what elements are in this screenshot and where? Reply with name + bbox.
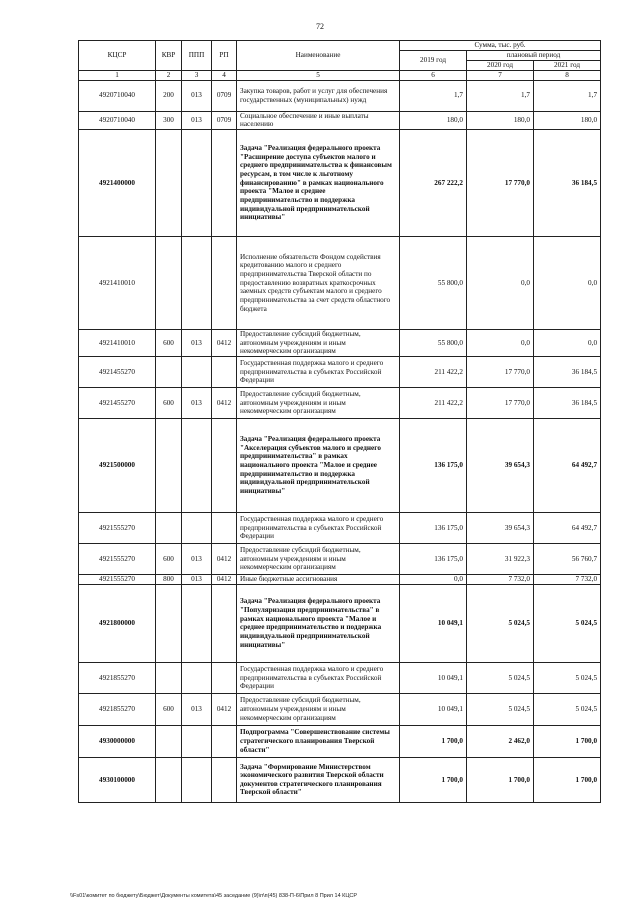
amount-2019-cell: 136 175,0 [400, 543, 467, 574]
kvr-cell [156, 129, 182, 236]
header-2021: 2021 год [534, 61, 601, 71]
amount-2019-cell: 180,0 [400, 111, 467, 129]
header-kcsr: КЦСР [79, 41, 156, 71]
kvr-cell [156, 418, 182, 512]
amount-2019-cell: 211 422,2 [400, 356, 467, 387]
header-2020: 2020 год [467, 61, 534, 71]
amount-2021-cell: 36 184,5 [534, 387, 601, 418]
header-planned-period: плановый период [467, 51, 601, 61]
name-cell: Предоставление субсидий бюджетным, автономным учреждениям и иным некоммерческим организациям [237, 329, 400, 356]
name-cell: Социальное обеспечение и иные выплаты населению [237, 111, 400, 129]
table-row [79, 80, 601, 111]
rp-cell [212, 512, 237, 543]
amount-2020-cell: 31 922,3 [467, 543, 534, 574]
table-body [79, 80, 601, 802]
kvr-cell [156, 236, 182, 329]
amount-2021-cell: 180,0 [534, 111, 601, 129]
amount-2019-cell: 55 800,0 [400, 236, 467, 329]
amount-2020-cell: 5 024,5 [467, 662, 534, 693]
table-row [79, 543, 601, 574]
ppp-cell [182, 236, 212, 329]
table-row [79, 329, 601, 356]
file-path-footer: \\Fs01\комитет по бюджету\Бюджет\Документы комитета\45 заседание (9)\п\п(45) 838-П-6\Прил 8 Прил 14 КЦСР [70, 893, 358, 899]
name-cell: Задача "Реализация федерального проекта "Популяризация предпринимательства" в рамках национального проекта "Малое и среднее предпринимательство и поддержка индивидуальной предпринимательской инициативы" [237, 584, 400, 662]
ppp-cell: 013 [182, 80, 212, 111]
kvr-cell: 800 [156, 574, 182, 584]
amount-2021-cell: 1 700,0 [534, 725, 601, 757]
rp-cell: 0412 [212, 693, 237, 725]
header-sum: Сумма, тыс. руб. [400, 41, 601, 51]
kvr-cell: 600 [156, 387, 182, 418]
table-row [79, 693, 601, 725]
header-2019: 2019 год [400, 51, 467, 71]
amount-2020-cell: 17 770,0 [467, 129, 534, 236]
amount-2019-cell: 10 049,1 [400, 584, 467, 662]
amount-2020-cell: 17 770,0 [467, 356, 534, 387]
kcsr-cell: 4921855270 [79, 693, 156, 725]
kcsr-cell: 4921410010 [79, 236, 156, 329]
column-number: 4 [212, 71, 237, 81]
amount-2020-cell: 39 654,3 [467, 418, 534, 512]
ppp-cell: 013 [182, 574, 212, 584]
kcsr-cell: 4920710040 [79, 80, 156, 111]
column-number: 8 [534, 71, 601, 81]
amount-2020-cell: 1,7 [467, 80, 534, 111]
table-row [79, 662, 601, 693]
table-row [79, 757, 601, 802]
amount-2020-cell: 7 732,0 [467, 574, 534, 584]
table-row [79, 111, 601, 129]
column-number: 3 [182, 71, 212, 81]
ppp-cell [182, 418, 212, 512]
table-row [79, 512, 601, 543]
rp-cell [212, 418, 237, 512]
column-number: 5 [237, 71, 400, 81]
table-row [79, 574, 601, 584]
rp-cell [212, 236, 237, 329]
amount-2019-cell: 1 700,0 [400, 725, 467, 757]
amount-2020-cell: 0,0 [467, 329, 534, 356]
name-cell: Закупка товаров, работ и услуг для обеспечения государственных (муниципальных) нужд [237, 80, 400, 111]
amount-2021-cell: 1,7 [534, 80, 601, 111]
ppp-cell: 013 [182, 693, 212, 725]
rp-cell [212, 662, 237, 693]
amount-2019-cell: 10 049,1 [400, 693, 467, 725]
header-ppp: ППП [182, 41, 212, 71]
ppp-cell [182, 584, 212, 662]
kvr-cell: 200 [156, 80, 182, 111]
amount-2021-cell: 5 024,5 [534, 662, 601, 693]
rp-cell [212, 129, 237, 236]
ppp-cell: 013 [182, 543, 212, 574]
ppp-cell: 013 [182, 387, 212, 418]
amount-2021-cell: 0,0 [534, 329, 601, 356]
amount-2020-cell: 5 024,5 [467, 584, 534, 662]
kvr-cell [156, 584, 182, 662]
name-cell: Иные бюджетные ассигнования [237, 574, 400, 584]
rp-cell: 0412 [212, 387, 237, 418]
kcsr-cell: 4930000000 [79, 725, 156, 757]
ppp-cell [182, 129, 212, 236]
amount-2019-cell: 0,0 [400, 574, 467, 584]
kvr-cell [156, 757, 182, 802]
rp-cell [212, 725, 237, 757]
kcsr-cell: 4921400000 [79, 129, 156, 236]
kvr-cell [156, 512, 182, 543]
kvr-cell: 600 [156, 543, 182, 574]
name-cell: Задача "Реализация федерального проекта "Акселерация субъектов малого и среднего предпринимательства" в рамках национального проекта "Малое и среднее предпринимательство и поддержка индивидуальной предпринимательской инициативы" [237, 418, 400, 512]
amount-2019-cell: 10 049,1 [400, 662, 467, 693]
budget-table [78, 40, 601, 803]
rp-cell [212, 584, 237, 662]
ppp-cell [182, 512, 212, 543]
kcsr-cell: 4921455270 [79, 356, 156, 387]
column-number: 6 [400, 71, 467, 81]
amount-2019-cell: 1 700,0 [400, 757, 467, 802]
amount-2021-cell: 1 700,0 [534, 757, 601, 802]
header-kvr: КВР [156, 41, 182, 71]
amount-2020-cell: 0,0 [467, 236, 534, 329]
table-row [79, 584, 601, 662]
name-cell: Задача "Реализация федерального проекта "Расширение доступа субъектов малого и среднего предпринимательства к финансовым ресурсам, в том числе к льготному финансированию" в рамках национального проекта "Малое и среднее предпринимательство и поддержка индивидуальной предпринимательской инициативы" [237, 129, 400, 236]
name-cell: Предоставление субсидий бюджетным, автономным учреждениям и иным некоммерческим организациям [237, 387, 400, 418]
name-cell: Предоставление субсидий бюджетным, автономным учреждениям и иным некоммерческим организациям [237, 543, 400, 574]
ppp-cell: 013 [182, 111, 212, 129]
kvr-cell: 600 [156, 329, 182, 356]
name-cell: Государственная поддержка малого и среднего предпринимательства в субъектах Российской Федерации [237, 662, 400, 693]
amount-2020-cell: 17 770,0 [467, 387, 534, 418]
kcsr-cell: 4921455270 [79, 387, 156, 418]
rp-cell [212, 356, 237, 387]
page-number: 72 [316, 22, 324, 31]
rp-cell: 0709 [212, 111, 237, 129]
ppp-cell [182, 757, 212, 802]
amount-2021-cell: 0,0 [534, 236, 601, 329]
amount-2021-cell: 36 184,5 [534, 356, 601, 387]
table-row [79, 129, 601, 236]
kcsr-cell: 4920710040 [79, 111, 156, 129]
kcsr-cell: 4921555270 [79, 543, 156, 574]
amount-2020-cell: 1 700,0 [467, 757, 534, 802]
rp-cell [212, 757, 237, 802]
table-header [79, 41, 601, 81]
rp-cell: 0709 [212, 80, 237, 111]
name-cell: Государственная поддержка малого и среднего предпринимательства в субъектах Российской Федерации [237, 512, 400, 543]
kcsr-cell: 4921800000 [79, 584, 156, 662]
name-cell: Задача "Формирование Министерством экономического развития Тверской области документов стратегического планирования Тверской области" [237, 757, 400, 802]
ppp-cell: 013 [182, 329, 212, 356]
amount-2021-cell: 5 024,5 [534, 693, 601, 725]
amount-2020-cell: 5 024,5 [467, 693, 534, 725]
ppp-cell [182, 725, 212, 757]
kvr-cell [156, 662, 182, 693]
table-row [79, 725, 601, 757]
amount-2021-cell: 64 492,7 [534, 512, 601, 543]
amount-2019-cell: 1,7 [400, 80, 467, 111]
column-number-row [79, 71, 601, 81]
header-name: Наименование [237, 41, 400, 71]
kvr-cell: 300 [156, 111, 182, 129]
column-number: 7 [467, 71, 534, 81]
amount-2019-cell: 211 422,2 [400, 387, 467, 418]
name-cell: Государственная поддержка малого и среднего предпринимательства в субъектах Российской Федерации [237, 356, 400, 387]
amount-2021-cell: 5 024,5 [534, 584, 601, 662]
table-row [79, 356, 601, 387]
amount-2019-cell: 136 175,0 [400, 512, 467, 543]
kcsr-cell: 4930100000 [79, 757, 156, 802]
column-number: 1 [79, 71, 156, 81]
kcsr-cell: 4921500000 [79, 418, 156, 512]
name-cell: Предоставление субсидий бюджетным, автономным учреждениям и иным некоммерческим организациям [237, 693, 400, 725]
amount-2020-cell: 39 654,3 [467, 512, 534, 543]
name-cell: Исполнение обязательств Фондом содействия кредитованию малого и среднего предпринимательства Тверской области по предоставлению возвратных краткосрочных заемных средств субъектам малого и среднего предпринимательства за счет средств областного бюджета [237, 236, 400, 329]
amount-2020-cell: 2 462,0 [467, 725, 534, 757]
table-row [79, 387, 601, 418]
header-rp: РП [212, 41, 237, 71]
rp-cell: 0412 [212, 543, 237, 574]
amount-2021-cell: 36 184,5 [534, 129, 601, 236]
rp-cell: 0412 [212, 329, 237, 356]
kvr-cell: 600 [156, 693, 182, 725]
amount-2019-cell: 267 222,2 [400, 129, 467, 236]
name-cell: Подпрограмма "Совершенствование системы стратегического планирования Тверской области" [237, 725, 400, 757]
kvr-cell [156, 725, 182, 757]
ppp-cell [182, 356, 212, 387]
amount-2019-cell: 136 175,0 [400, 418, 467, 512]
kcsr-cell: 4921855270 [79, 662, 156, 693]
amount-2021-cell: 56 760,7 [534, 543, 601, 574]
table-row [79, 236, 601, 329]
ppp-cell [182, 662, 212, 693]
column-number: 2 [156, 71, 182, 81]
rp-cell: 0412 [212, 574, 237, 584]
amount-2020-cell: 180,0 [467, 111, 534, 129]
amount-2019-cell: 55 800,0 [400, 329, 467, 356]
kcsr-cell: 4921410010 [79, 329, 156, 356]
kcsr-cell: 4921555270 [79, 512, 156, 543]
amount-2021-cell: 7 732,0 [534, 574, 601, 584]
kvr-cell [156, 356, 182, 387]
kcsr-cell: 4921555270 [79, 574, 156, 584]
amount-2021-cell: 64 492,7 [534, 418, 601, 512]
table-row [79, 418, 601, 512]
